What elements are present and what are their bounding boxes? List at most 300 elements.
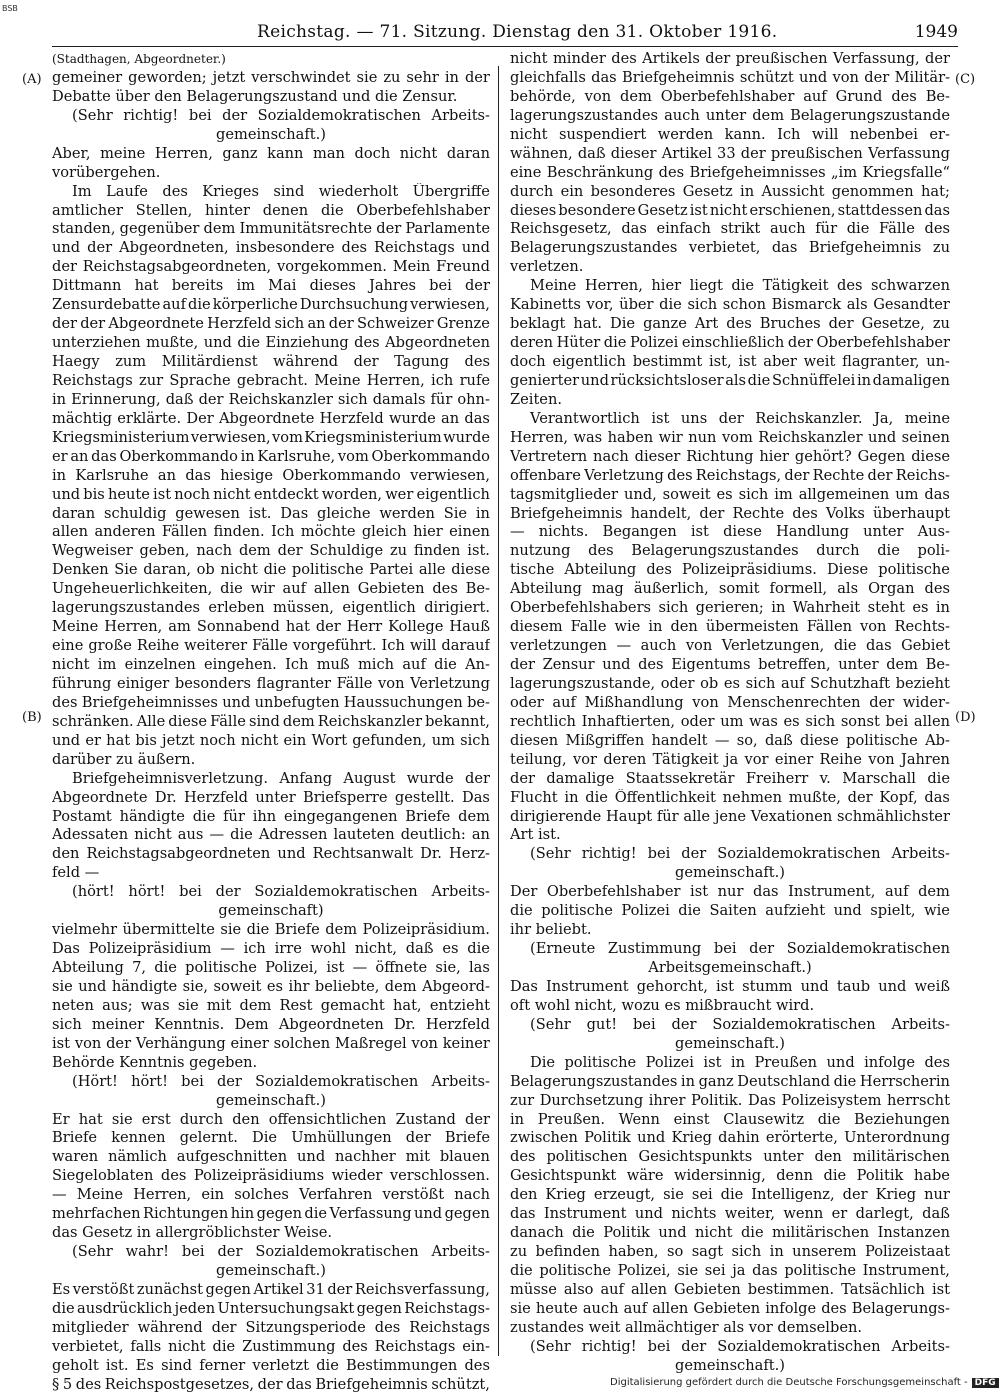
word: einiger — [116, 674, 170, 692]
word: Mißhandlung — [584, 693, 684, 711]
word: verstößt — [382, 1186, 445, 1204]
word: der — [353, 353, 379, 370]
word: ist — [931, 1280, 950, 1298]
text-line: gemeinschaft.) — [675, 864, 785, 882]
word: durch — [510, 182, 554, 200]
word: Verletzungen, — [721, 637, 825, 655]
word: eigentlich — [342, 599, 416, 617]
word: beklagt — [510, 315, 566, 333]
word: in — [680, 1072, 695, 1090]
word: ich — [243, 940, 266, 958]
word: die — [320, 201, 344, 219]
word: auf — [600, 1280, 624, 1298]
word: somit — [718, 580, 760, 598]
word: (Erneute — [530, 940, 596, 958]
word: ist. — [105, 1356, 129, 1374]
word: das — [185, 466, 211, 484]
text-line — [52, 1319, 490, 1338]
word: wir — [250, 580, 275, 598]
word: Arbeits- — [431, 1072, 490, 1090]
word: ist — [738, 353, 757, 370]
word: sei — [691, 1186, 713, 1204]
word: Be- — [925, 656, 950, 673]
word: sich — [337, 390, 368, 408]
word: in — [771, 599, 786, 617]
word: (Sehr — [530, 845, 571, 863]
word: An- — [465, 656, 490, 673]
word: und — [414, 1205, 443, 1223]
word: Hüter — [556, 334, 601, 352]
word: ganz — [222, 144, 258, 162]
word: die — [188, 296, 211, 314]
word: Unterordnung — [844, 1129, 950, 1147]
word: Arbeits- — [431, 106, 490, 124]
word: weiß — [914, 977, 950, 995]
word: sie — [677, 1262, 699, 1279]
word: Schuldige — [309, 542, 384, 560]
word: händigte — [119, 807, 185, 825]
word: § — [52, 1375, 60, 1393]
word: Herzfeld — [207, 315, 272, 333]
word: der — [465, 1110, 490, 1128]
word: Schweizer — [356, 315, 434, 333]
word: preußischen — [735, 50, 828, 67]
word: ganze — [643, 315, 687, 333]
word: Karlsruhe, — [257, 447, 336, 465]
text-line — [510, 675, 950, 694]
word: (Sehr — [72, 106, 113, 124]
word: politischen — [546, 1148, 628, 1166]
text-line: Zeiten. — [510, 390, 562, 408]
word: den — [52, 845, 80, 863]
word: Jahres — [368, 277, 417, 295]
word: allen — [52, 523, 89, 541]
word: müsse — [510, 1280, 557, 1298]
text-line — [52, 486, 490, 505]
word: Rechte — [812, 466, 865, 484]
word: sich — [805, 712, 836, 730]
word: eingehen. — [204, 656, 277, 673]
word: von — [685, 637, 713, 655]
word: des — [611, 50, 637, 67]
word: sie — [111, 1110, 133, 1128]
word: haben, — [608, 1243, 659, 1261]
word: auf — [884, 883, 909, 901]
word: politische — [784, 1262, 857, 1279]
word: deutlich: — [400, 826, 466, 844]
word: die — [316, 1356, 339, 1374]
word: Briefsperre — [303, 788, 388, 806]
word: Umhüllungen — [291, 1129, 392, 1147]
word: Politik. — [691, 1091, 743, 1109]
word: Reichstags — [374, 239, 455, 257]
word: Gebieten — [357, 580, 425, 598]
word: Parlamente — [405, 220, 490, 238]
word: zu — [932, 239, 950, 257]
word: haben — [607, 428, 654, 446]
word: Reichstagsabgeordneten — [86, 845, 271, 863]
word: tische — [510, 561, 555, 579]
word: Ja, — [874, 409, 894, 427]
word: — — [714, 731, 730, 749]
text-line — [52, 258, 490, 277]
word: Abgeordneten — [278, 1015, 384, 1033]
word: Reichskanzler. — [755, 409, 863, 427]
word: Kabinetts — [510, 296, 581, 314]
word: des — [924, 1053, 950, 1071]
word: Kriegsministerium — [304, 428, 442, 446]
word: verschwindet — [251, 68, 351, 86]
word: (hört! — [72, 883, 115, 901]
word: Reichsverfassung, — [354, 1280, 490, 1298]
word: diesen — [510, 731, 559, 749]
word: Maßregel — [335, 1034, 407, 1052]
word: Sozialdemokratischen — [257, 106, 421, 124]
word: einfach — [656, 220, 711, 238]
word: ist — [52, 1034, 71, 1052]
text-line — [52, 637, 490, 656]
text-line — [52, 845, 490, 864]
word: vom — [721, 428, 753, 446]
text-line — [52, 921, 490, 940]
word: gelernt. — [179, 1129, 238, 1147]
word: in — [769, 1243, 784, 1261]
text-line — [52, 429, 490, 448]
word: des — [354, 334, 380, 352]
word: teilung, — [510, 750, 567, 768]
word: Gesichtspunkts — [638, 1148, 753, 1166]
word: politische — [185, 959, 257, 976]
text-line — [52, 713, 490, 732]
word: es — [723, 674, 741, 692]
word: Dr. — [154, 788, 177, 806]
word: 31 — [306, 1280, 325, 1298]
word: militärischen — [852, 1148, 950, 1166]
word: Briefgeheimnis — [622, 68, 735, 86]
word: unter — [705, 106, 747, 124]
word: wer — [385, 485, 414, 503]
word: Die — [610, 315, 636, 333]
word: Instrument — [543, 1205, 627, 1223]
word: der — [222, 106, 248, 124]
text-line — [510, 429, 950, 448]
text-line — [510, 694, 950, 713]
word: Polizeisystem — [781, 1091, 882, 1109]
word: besondere — [558, 201, 636, 219]
word: bis — [135, 731, 157, 749]
word: bei — [188, 106, 212, 124]
word: genierter — [510, 371, 580, 389]
text-line: feld — — [52, 864, 100, 882]
word: man — [313, 144, 345, 162]
word: solchen — [273, 1034, 331, 1052]
word: Briefgeheimnis — [808, 239, 922, 257]
word: daran — [52, 504, 96, 522]
word: vor — [572, 750, 597, 768]
word: mußte, — [788, 788, 841, 806]
text-line — [510, 599, 950, 618]
word: und — [461, 239, 490, 257]
word: Polizeipräsidium. — [362, 921, 490, 939]
word: liegt — [689, 277, 723, 295]
word: diese — [451, 561, 490, 579]
word: sich — [745, 674, 776, 692]
word: keiner — [442, 1034, 490, 1052]
word: Zustand — [395, 1110, 456, 1128]
word: in — [475, 504, 490, 522]
word: mich — [357, 656, 395, 673]
word: gegen — [256, 1205, 302, 1223]
word: Oberkommando — [282, 466, 401, 484]
word: seinen — [901, 428, 950, 446]
word: für — [656, 807, 679, 825]
word: diesem — [510, 618, 563, 636]
text-line — [52, 1357, 490, 1376]
word: Wort — [311, 731, 348, 749]
text-line — [510, 883, 950, 902]
word: der — [52, 258, 77, 276]
word: allen — [313, 580, 350, 598]
word: mächtig — [52, 409, 112, 427]
word: verschlossen. — [389, 1167, 490, 1185]
word: Gesetz — [637, 201, 688, 219]
word: übermeisten — [705, 618, 799, 636]
word: (Sehr — [530, 1015, 571, 1033]
word: Partei — [369, 561, 414, 579]
word: uns — [680, 409, 708, 427]
word: mit — [405, 1148, 430, 1166]
word: falls — [130, 1337, 162, 1355]
word: zur — [139, 371, 164, 389]
word: sich — [52, 1015, 82, 1033]
dfg-logo: DFG — [972, 1378, 999, 1388]
word: Herren, — [366, 371, 425, 389]
word: widersinnig, — [674, 1167, 766, 1185]
word: es — [912, 599, 929, 617]
word: Fälle — [879, 220, 915, 238]
word: Stellen, — [135, 201, 193, 219]
word: Bestimmungen — [346, 1356, 458, 1374]
word: will — [409, 637, 437, 655]
text-line — [510, 1224, 950, 1243]
word: es — [783, 712, 800, 730]
word: das — [464, 409, 490, 427]
word: oder — [680, 712, 715, 730]
text-line — [510, 789, 950, 808]
word: Zensurdebatte — [52, 296, 161, 314]
word: wahr! — [125, 1243, 170, 1261]
word: beliebte, — [314, 977, 380, 995]
word: bestimmen. — [747, 1280, 835, 1298]
word: aber — [763, 353, 797, 370]
word: die — [246, 921, 270, 939]
word: allen — [630, 1280, 668, 1298]
word: Belagerungszustandes — [631, 542, 799, 560]
word: danach — [510, 1224, 564, 1242]
word: Untersuchungsakt — [217, 1299, 355, 1317]
word: Artikels — [642, 50, 700, 67]
word: die — [510, 902, 533, 920]
word: Das — [510, 977, 538, 995]
word: die — [192, 807, 216, 825]
word: auf — [552, 693, 576, 711]
word: kennen — [111, 1129, 166, 1147]
text-line — [510, 561, 950, 580]
word: überhaupt — [872, 504, 950, 522]
word: Militärdienst — [161, 353, 258, 370]
word: bei — [632, 1015, 656, 1033]
word: Abgeordnete — [52, 788, 148, 806]
word: politische — [846, 731, 918, 749]
word: Sozialdemokratischen — [254, 883, 418, 901]
word: politische — [878, 561, 950, 579]
word: kann — [267, 144, 304, 162]
word: Haussuchungen — [343, 693, 463, 711]
word: Ich — [777, 125, 801, 143]
word: der — [842, 1186, 868, 1204]
word: zwischen — [510, 1129, 578, 1147]
word: der — [464, 769, 490, 787]
word: der — [718, 409, 744, 427]
word: Gesichtspunkt — [510, 1167, 617, 1185]
word: stattdessen — [837, 201, 923, 219]
word: wähnen, — [510, 144, 573, 162]
word: in — [52, 466, 67, 484]
word: Arbeits- — [891, 1015, 950, 1033]
text-line — [52, 1016, 490, 1035]
word: der — [405, 1129, 431, 1147]
word: auf — [623, 1299, 648, 1317]
word: im — [774, 485, 793, 503]
word: der — [847, 788, 873, 806]
word: bei — [181, 1243, 205, 1261]
word: Politik — [856, 1167, 904, 1185]
word: dem — [458, 807, 490, 825]
word: Kriegsministerium — [52, 428, 190, 446]
word: des — [658, 163, 685, 181]
text-line — [52, 618, 490, 637]
word: August — [343, 769, 396, 787]
word: Polizeipräsidiums. — [681, 561, 817, 579]
word: händigte — [111, 977, 178, 995]
word: Kenntnis. — [154, 1015, 225, 1033]
text-line — [52, 826, 490, 845]
word: der — [510, 656, 535, 673]
text-line — [52, 334, 490, 353]
word: Kollege — [388, 618, 444, 636]
word: das — [924, 485, 950, 503]
word: Beschränkung — [546, 163, 654, 181]
word: in — [444, 68, 459, 86]
word: herrscht — [887, 1091, 950, 1109]
word: hört! — [131, 1072, 168, 1090]
page-header — [52, 22, 958, 46]
word: flagranter, — [842, 353, 920, 370]
word: nichts. — [538, 523, 589, 541]
word: will — [811, 125, 839, 143]
word: Arbeits- — [431, 883, 490, 901]
word: Reichskanzler — [758, 428, 863, 446]
word: der — [328, 315, 354, 333]
word: Der — [186, 409, 214, 427]
word: solches — [234, 1186, 289, 1204]
word: das — [753, 883, 779, 901]
word: die — [877, 542, 900, 560]
word: damalige — [546, 769, 615, 787]
word: was — [140, 996, 170, 1014]
text-line — [510, 296, 950, 315]
word: der — [52, 315, 77, 333]
word: ist — [651, 409, 670, 427]
word: unter — [863, 523, 904, 541]
text-line — [510, 1016, 950, 1035]
word: geben, — [139, 542, 190, 560]
word: Reichs- — [895, 466, 950, 484]
text-line: Art ist. — [510, 826, 561, 844]
word: in — [935, 599, 950, 617]
word: die — [720, 1186, 744, 1204]
word: die — [740, 1224, 764, 1242]
text-line: Behörde Kenntnis gegeben. — [52, 1053, 258, 1071]
word: gegen — [356, 1299, 402, 1317]
word: des — [924, 580, 950, 598]
word: und — [800, 977, 829, 995]
text-line — [510, 467, 950, 486]
word: besonderes — [590, 182, 676, 200]
word: sehr — [406, 68, 439, 86]
word: — — [510, 523, 525, 541]
word: Menschenrechten — [727, 693, 861, 711]
word: Es — [135, 1356, 154, 1374]
word: hört! — [128, 883, 166, 901]
word: Marschall — [842, 769, 916, 787]
word: Meine — [52, 618, 99, 636]
word: anderen — [94, 523, 156, 541]
word: heute — [535, 1299, 578, 1317]
word: und — [203, 334, 232, 352]
word: handelt — [651, 731, 708, 749]
word: nehmen — [722, 788, 782, 806]
word: sie — [663, 1186, 684, 1204]
text-line — [510, 1205, 950, 1224]
word: verstößt — [72, 1280, 135, 1298]
word: bei — [181, 1072, 204, 1090]
word: daran — [446, 144, 490, 162]
word: gemeiner — [52, 68, 123, 86]
word: dem — [239, 996, 272, 1014]
word: der — [925, 50, 950, 67]
word: (Sehr — [530, 1337, 571, 1355]
text-line — [52, 1073, 490, 1092]
text-line — [510, 1092, 950, 1111]
word: hier — [413, 523, 443, 541]
word: unter — [255, 788, 296, 806]
word: Wenn — [618, 1110, 660, 1128]
word: verwiesen, — [410, 466, 490, 484]
word: nicht — [168, 1337, 206, 1355]
word: und — [602, 656, 631, 673]
text-line — [52, 410, 490, 429]
word: er — [831, 1205, 848, 1223]
word: vom — [337, 447, 369, 465]
word: Militär- — [894, 68, 950, 86]
word: es — [266, 977, 283, 995]
word: Freund — [436, 258, 490, 276]
word: Begangen — [602, 523, 677, 541]
word: Freiherr — [745, 769, 809, 787]
word: hat — [78, 1110, 103, 1128]
word: jetzt — [162, 731, 195, 749]
